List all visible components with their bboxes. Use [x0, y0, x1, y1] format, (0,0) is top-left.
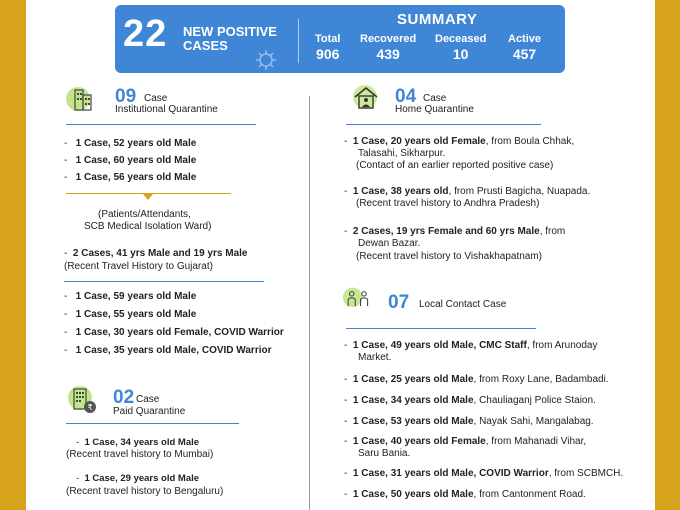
list-item: - 1 Case, 56 years old Male: [64, 172, 197, 183]
list-item-note: (Recent travel history to Bengaluru): [66, 486, 224, 497]
list-item: - 1 Case, 59 years old Male: [64, 291, 197, 302]
list-item-note: (Recent Travel History to Gujarat): [64, 261, 213, 272]
list-item-note: (Recent travel history to Andhra Pradesh): [356, 198, 540, 209]
local-rule: [346, 328, 536, 329]
group-note: (Patients/Attendants,: [98, 209, 191, 220]
list-item-cont: Saru Bania.: [358, 448, 411, 459]
home-case-label: Case: [423, 93, 447, 104]
list-item: - 1 Case, 49 years old Male, CMC Staff, from Arunoday: [344, 340, 598, 351]
list-item-cont: Talasahi, Sikharpur.: [358, 148, 446, 159]
paid-count: 02: [113, 387, 135, 408]
list-item: - 1 Case, 52 years old Male: [64, 138, 197, 149]
stat-total: Total 906: [315, 33, 341, 62]
list-item: - 1 Case, 35 years old Male, COVID Warrior: [64, 345, 272, 356]
list-item: - 1 Case, 55 years old Male: [64, 309, 197, 320]
home-rule: [346, 124, 541, 125]
list-item: - 1 Case, 34 years old Male, Chauliaganj Police Staion.: [344, 395, 596, 406]
list-item: - 1 Case, 29 years old Male: [76, 473, 200, 484]
list-item: - 1 Case, 60 years old Male: [64, 155, 197, 166]
institutional-rule: [66, 124, 256, 125]
list-item: - 1 Case, 20 years old Female, from Boula Chhak,: [344, 136, 575, 147]
home-title: Home Quarantine: [395, 104, 474, 115]
list-item: - 1 Case, 25 years old Male, from Roxy Lane, Badambadi.: [344, 374, 609, 385]
home-count: 04: [395, 86, 417, 107]
local-count: 07: [388, 292, 410, 313]
group-note: SCB Medical Isolation Ward): [84, 221, 212, 232]
summary-title: SUMMARY: [397, 11, 478, 28]
institutional-case-label: Case: [144, 93, 168, 104]
virus-icon: [255, 49, 277, 71]
stat-recovered: Recovered 439: [360, 33, 417, 62]
group-arrow-icon: [143, 194, 153, 200]
summary-banner: [115, 5, 565, 73]
list-item-cont: Market.: [358, 352, 392, 363]
institutional-count: 09: [115, 86, 137, 107]
list-item: - 1 Case, 53 years old Male, Nayak Sahi, Mangalabag.: [344, 416, 594, 427]
paid-title: Paid Quarantine: [113, 406, 186, 417]
list-item: - 2 Cases, 19 yrs Female and 60 yrs Male, from: [344, 226, 566, 237]
list-item-cont: Dewan Bazar.: [358, 238, 421, 249]
new-cases-label: NEW POSITIVE CASES: [183, 24, 277, 53]
list-item: - 2 Cases, 41 yrs Male and 19 yrs Male: [64, 248, 248, 259]
hotel-rupee-icon: [68, 384, 98, 414]
list-item: - 1 Case, 34 years old Male: [76, 437, 200, 448]
institutional-title: Institutional Quarantine: [115, 104, 218, 115]
paid-rule: [66, 423, 239, 424]
list-item-note: (Recent travel history to Mumbai): [66, 449, 214, 460]
svg-text:₹: ₹: [87, 403, 93, 412]
building-icon: [66, 84, 96, 114]
list-item: - 1 Case, 30 years old Female, COVID Warrior: [64, 327, 284, 338]
local-title: Local Contact Case: [419, 299, 507, 310]
stat-deceased: Deceased 10: [435, 33, 487, 62]
list-item: - 1 Case, 31 years old Male, COVID Warrior, from SCBMCH.: [344, 468, 624, 479]
home-icon: [351, 83, 381, 113]
list-item: - 1 Case, 38 years old, from Prusti Bagicha, Nuapada.: [344, 186, 591, 197]
list-item: - 1 Case, 50 years old Male, from Cantonment Road.: [344, 489, 586, 500]
bulletin-sheet: [26, 0, 655, 510]
new-cases-count: 22: [123, 13, 168, 55]
list-item: - 1 Case, 40 years old Female, from Mahanadi Vihar,: [344, 436, 587, 447]
list-item-note: (Recent travel history to Vishakhapatnam): [356, 251, 543, 262]
contact-people-icon: [342, 285, 372, 315]
stat-active: Active 457: [508, 33, 542, 62]
banner-divider: [298, 19, 299, 63]
list-item-note: (Contact of an earlier reported positive case): [356, 160, 554, 171]
column-divider: [309, 96, 310, 510]
institutional-rule-2: [64, 281, 264, 282]
paid-case-label: Case: [136, 394, 160, 405]
